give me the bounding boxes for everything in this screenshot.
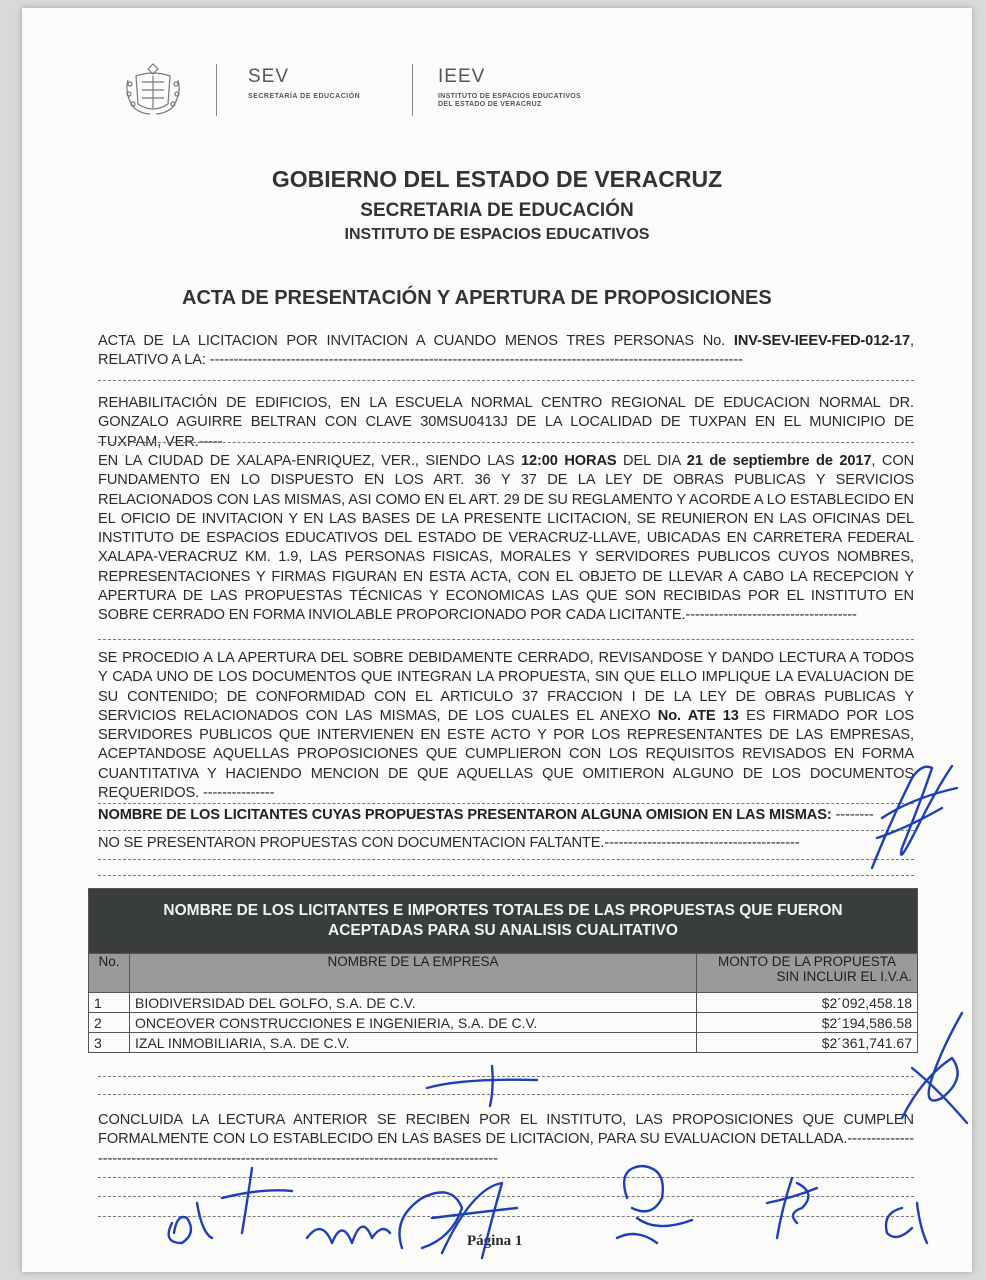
bid-amount: $2´194,586.58 [697, 1013, 918, 1033]
meeting-text: EN LA CIUDAD DE XALAPA-ENRIQUEZ, VER., SIENDO LAS [98, 453, 521, 469]
sev-name: SECRETARÍA DE EDUCACIÓN [248, 93, 361, 100]
meeting-text: , CON FUNDAMENTO EN LO DISPUESTO EN LOS ART. 36 Y 37 DE LA LEY DE OBRAS PUBLICAS Y SERVICIOS RELACIONADOS CON LAS MISMAS, ASI COMO EN EL ART. 29 DE SU REGLAMENTO Y ACORDE A LO ESTABLECIDO EN EL OFICIO DE INVITACION Y EN LAS BASES DE LA PRESENTE LICITACION, SE REUNIERON EN LAS OFICINAS DEL INSTITUTO DE ESPACIOS EDUCATIVOS DEL ESTADO DE VERACRUZ-LLAVE, UBICADAS EN CARRETERA FEDERAL XALAPA-VERACRUZ KM. 1.9, LAS PERSONAS FISICAS, MORALES Y SERVIDORES PUBLICOS CUYOS NOMBRES, REPRESENTACIONES Y FIRMAS FIGURAN EN ESTA ACTA, CON EL OBJETO DE LLEVAR A CABO LA RECEPCION Y APERTURA DE LAS PROPUESTAS TÉCNICAS Y ECONOMICAS LAS QUE SON RECIBIDAS POR EL INSTITUTO EN SOBRE CERRADO EN FORMA INVIOLABLE PROPORCIONADO POR CADA LICITANTE.------------------------------------ [98, 453, 915, 624]
project-paragraph: REHABILITACIÓN DE EDIFICIOS, EN LA ESCUELA NORMAL CENTRO REGIONAL DE EDUCACION NORMAL DR. GONZALO AGUIRRE BELTRAN CON CLAVE 30MSU0413J DE LA LOCALIDAD DE TUXPAN EN EL MUNICIPIO DE TUXPAM, VER.----- [98, 395, 914, 450]
dashed-rule [98, 830, 914, 831]
column-header-company: NOMBRE DE LA EMPRESA [130, 954, 697, 993]
company-name: BIODIVERSIDAD DEL GOLFO, S.A. DE C.V. [130, 993, 697, 1013]
omission-text: NO SE PRESENTARON PROPUESTAS CON DOCUMENTACION FALTANTE.----------------------------------------- [98, 835, 800, 851]
row-number: 3 [89, 1033, 130, 1053]
column-header-amount [697, 954, 918, 993]
signature-bottom-left [152, 1163, 302, 1253]
row-number: 1 [89, 993, 130, 1013]
ieev-abbr: IEEV [438, 66, 486, 87]
acta-title: ACTA DE PRESENTACIÓN Y APERTURA DE PROPOSICIONES [182, 287, 772, 309]
ieev-name [438, 93, 638, 109]
annex-number: No. ATE 13 [657, 707, 739, 724]
bid-amount: $2´092,458.18 [697, 993, 918, 1013]
table-title-line1: NOMBRE DE LOS LICITANTES E IMPORTES TOTALES DE LAS PROPUESTAS QUE FUERON [163, 902, 843, 919]
signature-table-cross [422, 1058, 542, 1108]
bid-amount: $2´361,741.67 [697, 1033, 918, 1053]
intro-text-after: , RELATIVO A LA: ---------------------------------------------------------------------------------------------------------------- [98, 333, 914, 369]
ieev-logo [438, 66, 638, 109]
signature-right-margin [862, 758, 962, 888]
row-number: 2 [89, 1013, 130, 1033]
ieev-line1: INSTITUTO DE ESPACIOS EDUCATIVOS [438, 93, 582, 100]
meeting-paragraph [98, 452, 914, 626]
column-header-no: No. [89, 954, 130, 993]
veracruz-crest-logo [122, 60, 184, 118]
dashed-rule [98, 380, 914, 381]
signature-right-lower [882, 1008, 972, 1128]
table-title-line2: ACEPTADAS PARA SU ANALISIS CUALITATIVO [328, 922, 678, 939]
dashed-rule [98, 875, 914, 876]
omission-heading [98, 806, 898, 825]
logo-divider [216, 64, 217, 116]
signature-bottom-2 [302, 1198, 392, 1258]
instituto-title: INSTITUTO DE ESPACIOS EDUCATIVOS [344, 226, 650, 243]
table-row [89, 993, 918, 1013]
signature-bottom-4 [597, 1158, 697, 1248]
dashed-rule [98, 639, 914, 640]
ieev-line2: DEL ESTADO DE VERACRUZ [438, 101, 542, 108]
secretaria-title: SECRETARIA DE EDUCACIÓN [360, 200, 634, 221]
sev-logo [248, 66, 360, 100]
dashed-rule [98, 442, 914, 443]
procedure-paragraph [98, 649, 914, 803]
document-page [22, 8, 972, 1272]
procedure-text: SE PROCEDIO A LA APERTURA DEL SOBRE DEBIDAMENTE CERRADO, REVISANDOSE Y DANDO LECTURA A TODOS Y CADA UNO DE LOS DOCUMENTOS QUE INTEGRAN LA PROPUESTA, SIN QUE ELLO IMPLIQUE LA EVALUACION DE SU CONTENIDO; DE CONFORMIDAD CON EL ARTICULO 37 FRACCION I DE LA LEY DE OBRAS PUBLICAS Y SERVICIOS RELACIONADOS CON LAS MISMAS, DE LOS CUALES EL ANEXO [98, 650, 914, 724]
accepted-bids-table [88, 888, 918, 1053]
page-number: Página 1 [467, 1233, 523, 1249]
government-title: GOBIERNO DEL ESTADO DE VERACRUZ [271, 166, 723, 192]
license-number: INV-SEV-IEEV-FED-012-17 [733, 333, 911, 349]
dashed-rule [98, 803, 914, 804]
signature-bottom-6 [872, 1193, 942, 1253]
table-row [89, 1033, 918, 1053]
amount-header-line1: MONTO DE LA PROPUESTA [717, 954, 897, 969]
intro-paragraph [98, 332, 914, 371]
signature-bottom-3 [392, 1178, 522, 1263]
company-name: IZAL INMOBILIARIA, S.A. DE C.V. [130, 1033, 697, 1053]
logo-divider [412, 64, 413, 116]
meeting-time: 12:00 HORAS [521, 453, 617, 469]
omission-heading-dashes: -------- [831, 807, 874, 823]
omission-heading-text: NOMBRE DE LOS LICITANTES CUYAS PROPUESTAS PRESENTARON ALGUNA OMISION EN LAS MISMAS: [98, 807, 832, 823]
meeting-date: 21 de septiembre de 2017 [686, 453, 872, 469]
table-title [89, 889, 918, 954]
table-row [89, 1013, 918, 1033]
amount-header-line2: SIN INCLUIR EL I.V.A. [776, 969, 912, 984]
sev-abbr: SEV [248, 66, 290, 87]
meeting-text: DEL DIA [616, 453, 687, 469]
signature-bottom-5 [757, 1168, 827, 1248]
conclusion-paragraph: CONCLUIDA LA LECTURA ANTERIOR SE RECIBEN POR EL INSTITUTO, LAS PROPOSICIONES QUE CUMPLEN FORMALMENTE CON LO ESTABLECIDO EN LAS BASES DE LICITACION, PARA SU EVALUACION DETALLADA.-------------------------------------------------------------------------------------------------- [98, 1112, 914, 1167]
procedure-text: ES FIRMADO POR LOS SERVIDORES PUBLICOS QUE INTERVIENEN EN ESTE ACTO Y POR LOS REPRESENTANTES DE LAS EMPRESAS, ACEPTANDOSE AQUELLAS PROPOSICIONES QUE CUMPLIERON CON LOS REQUISITOS REVISADOS EN FORMA CUANTITATIVA Y HACIENDO MENCION DE QUE AQUELLAS QUE OMITIERON ALGUNO DE LOS DOCUMENTOS REQUERIDOS. --------------- [98, 707, 914, 802]
company-name: ONCEOVER CONSTRUCCIONES E INGENIERIA, S.A. DE C.V. [130, 1013, 697, 1033]
intro-text: ACTA DE LA LICITACION POR INVITACION A CUANDO MENOS TRES PERSONAS No. [98, 333, 734, 349]
dashed-rule [98, 859, 914, 860]
